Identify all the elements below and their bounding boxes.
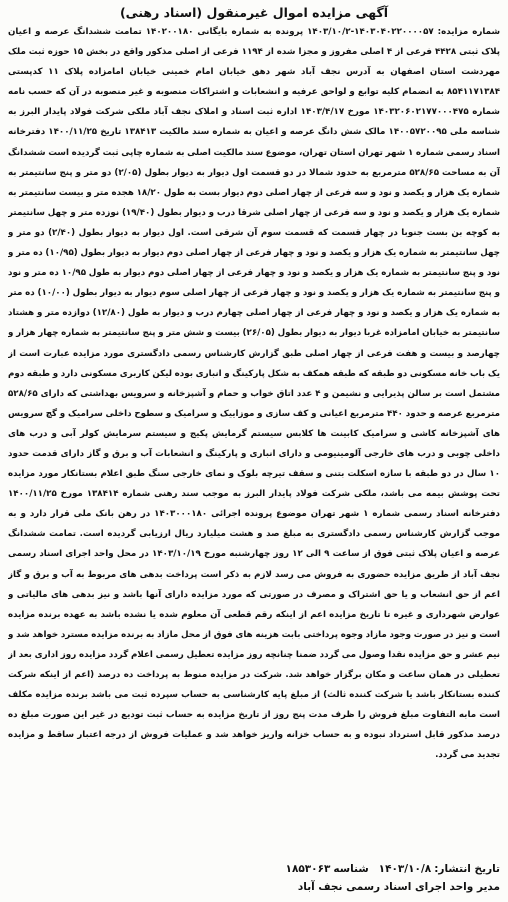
notice-footer: [8, 860, 500, 896]
notice-title: آگهی مزایده اموال غیرمنقول (اسناد رهنی): [119, 5, 389, 20]
notice-header: [8, 3, 500, 21]
notice-id: [286, 860, 369, 878]
signature-line: مدیر واحد اجرای اسناد رسمی نجف آباد: [297, 881, 500, 893]
signature-row: [8, 878, 500, 896]
publish-date: [379, 860, 500, 878]
publish-date-label: تاریخ انتشار:: [434, 863, 500, 875]
publish-date-value: ۱۴۰۳/۱۰/۸: [378, 863, 432, 875]
notice-id-label: شناسه: [333, 863, 369, 875]
publication-info: [8, 860, 500, 878]
notice-id-value: ۱۸۵۳۰۶۳: [285, 863, 331, 875]
notice-body: شماره مزایده: ۱۴۰۳۰۴۰۲۲۰۰۰۰۵۷-۱۴۰۳/۱۰/۲ پرونده به شماره بایگانی ۱۴۰۲۰۰۱۸۰ تمامت ششدانگ عرصه و اعیان پلاک ثبتی ۴۴۲۸ فرعی از ۴ اصلی مفروز و مجزا شده از ۱۱۹۴ فرعی از اصلی مذکور واقع در بخش ۱۵ حوزه ثبت ملک مهردشت استان اصفهان به آدرس نجف آباد شهر دهق خیابان امام خمینی خیابان امامزاده پلاک ۱۱ کدپستی ۸۵۴۱۱۷۱۳۸۴ به انضمام کلیه توابع و لواحق عرفیه و انشعابات و اشتراکات منصوبه و غیر منصوبه در آن که حسب نامه شماره ۱۴۰۳۲۰۶۰۲۱۷۷۰۰۰۴۷۵ مورخ ۱۴۰۳/۴/۱۷ اداره ثبت اسناد و املاک نجف آباد ملکی شرکت فولاد پایدار البرز به شناسه ملی ۱۴۰۰۵۷۲۰۰۹۵ مالک شش دانگ عرصه و اعیان به شماره سند مالکیت ۱۳۸۴۱۳ تاریخ ۱۴۰۰/۱۱/۲۵ دفترخانه اسناد رسمی شماره ۱ شهر تهران استان تهران، موضوع سند مالکیت اصلی به شماره چاپی ثبت گردیده است ششدانگ آن به مساحت ۵۲۸/۶۵ مترمربع به حدود شمالا در دو قسمت اول دیوار به دیوار بطول (۲/۰۵) دو متر و پنج سانتیمتر به شماره یک هزار و یکصد و نود و سه فرعی از چهار اصلی دوم دیوار بست به طول ۱۸/۲۰ هجده متر و بیست سانتیمتر به شماره یک هزار و یکصد و نود و سه فرعی از چهار اصلی شرقا درب و دیوار بطول (۱۹/۴۰) نوزده متر و چهل سانتیمتر به کوچه بن بست جنوبا در چهار قسمت که قسمت سوم آن شرقی است. اول دیوار به دیوار بطول (۲/۴۰) دو متر و چهل سانتیمتر به شماره یک هزار و یکصد و نود و چهار فرعی از چهار اصلی دوم دیوار به دیوار بطول (۱۰/۹۵) ده متر و نود و پنج سانتیمتر به شماره یک هزار و یکصد و نود و چهار فرعی از چهار اصلی دوم دیوار به طول ۱۰/۹۵ ده متر و نود و پنج سانتیمتر به شماره یک هزار و یکصد و نود و چهار فرعی از چهار اصلی سوم دیوار به دیوار بطول (۱۰/۰۰) ده متر به شماره یک هزار و یکصد و نود و چهار فرعی از چهار اصلی چهارم درب و دیوار به طول (۱۲/۸۰) دوازده متر و هشتاد سانتیمتر به خیابان امامزاده غربا دیوار به دیوار بطول (۲۶/۰۵) بیست و شش متر و پنج سانتیمتر به شماره چهار هزار و چهارصد و بیست و هفت فرعی از چهار اصلی طبق گزارش کارشناس رسمی دادگستری مورد مزایده عبارت است از یک باب خانه مسکونی دو طبقه که طبقه همکف به شکل پارکینگ و انباری بوده لیکن کاربری مسکونی دارد و طبقه دوم مشتمل است بر سالن پذیرایی و نشیمن و ۴ عدد اتاق خواب و حمام و آشپزخانه و سرویس بهداشتی که دارای ۵۲۸/۶۵ مترمربع عرصه و حدود ۴۴۰ مترمربع اعیانی و کف سازی و موزاییک و سرامیک و سطوح داخلی سرامیک و گچ سرویس های آشپزخانه کاشی و سرامیک کابینت ها کلابس سیستم گرمایش پکیج و سیستم سرمایش کولر آبی و درب های داخلی چوبی و درب های خارجی آلومینیومی و دارای انباری و پارکینگ و انشعابات آب و برق و گاز دارای قدمت حدود ۱۰ سال در دو طبقه با سازه اسکلت بتنی و سقف تیرچه بلوک و نمای خارجی سنگ طبق اعلام بستانکار مورد مزایده تحت پوشش بیمه می باشد، ملکی شرکت فولاد پایدار البرز به موجب سند رهنی شماره ۱۳۸۴۱۴ مورخ ۱۴۰۰/۱۱/۲۵ دفترخانه اسناد رسمی شماره ۱ شهر تهران موضوع پرونده اجرائی ۱۴۰۳۰۰۰۱۸۰ در رهن بانک ملی قرار دارد و به موجب گزارش کارشناس رسمی دادگستری به مبلغ صد و هشت میلیارد ریال ارزیابی گردیده است. تمامت ششدانگ عرصه و اعیان پلاک ثبتی فوق از ساعت ۹ الی ۱۲ روز چهارشنبه مورخ ۱۴۰۳/۱۰/۱۹ در محل واحد اجرای اسناد رسمی نجف آباد از طریق مزایده حضوری به فروش می رسد لازم به ذکر است پرداخت بدهی های مربوط به آب و برق و گاز اعم از حق انشعاب و یا حق اشتراک و مصرف در صورتی که مورد مزایده دارای آنها باشد و نیز بدهی های مالیاتی و عوارض شهرداری و غیره تا تاریخ مزایده اعم از اینکه رقم قطعی آن معلوم شده یا نشده باشد به عهده برنده مزایده است و نیز در صورت وجود مازاد وجوه پرداختی بابت هزینه های فوق از محل مازاد به برنده مزایده مسترد خواهد شد و نیم عشر و حق مزایده نقدا وصول می گردد ضمنا چنانچه روز مزایده تعطیل رسمی اعلام گردد مزایده روز اداری بعد از تعطیلی در همان ساعت و مکان برگزار خواهد شد. شرکت در مزایده منوط به پرداخت ده درصد (اعم از اینکه شرکت کننده بستانکار باشد یا شرکت کننده ثالث) از مبلغ پایه کارشناسی به حساب سپرده ثبت می باشد برنده مزایده مکلف است مابه التفاوت مبلغ فروش را ظرف مدت پنج روز از تاریخ مزایده به حساب ثبت تودیع در غیر این صورت مبلغ ده درصد مذکور قابل استرداد نبوده و به حساب خزانه واریز خواهد شد و عملیات فروش از درجه اعتبار ساقط و مزایده تجدید می گردد.: [8, 27, 500, 761]
